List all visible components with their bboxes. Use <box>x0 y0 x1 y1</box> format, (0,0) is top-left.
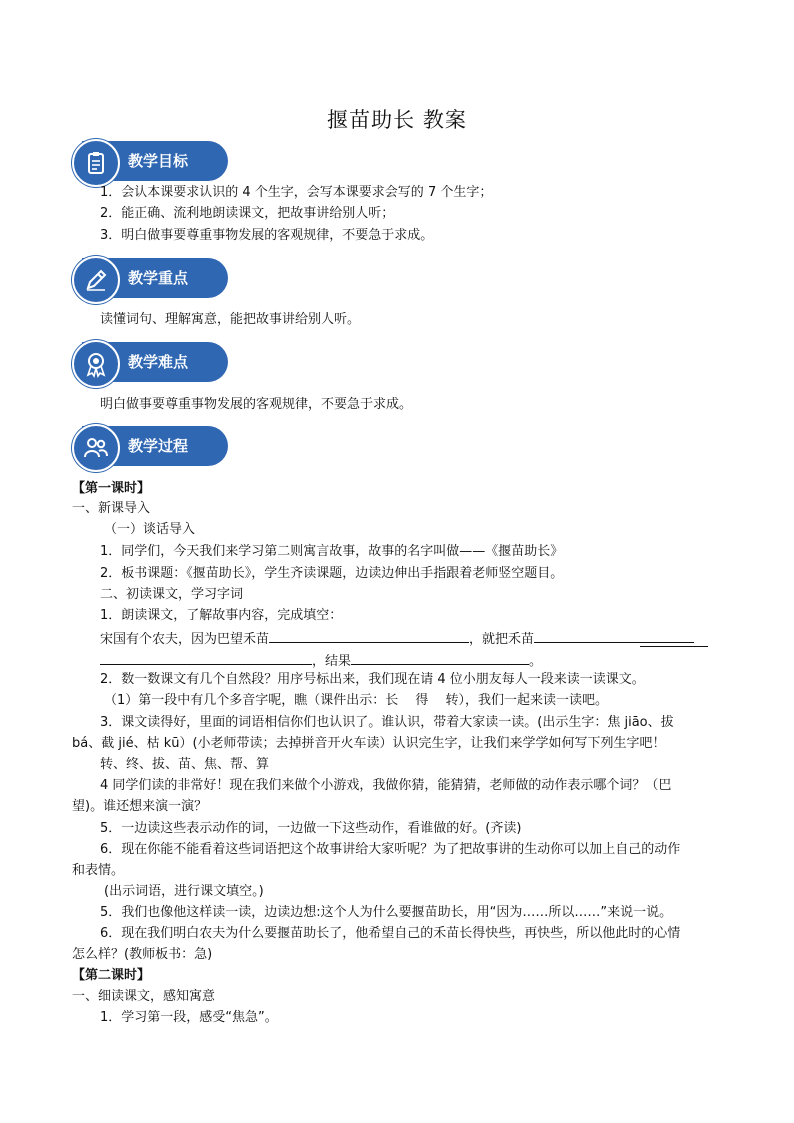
process-line: （1）第一段中有几个多音字呢，瞧（课件出示：长 得 转），我们一起来读一读吧。 <box>104 693 609 708</box>
fill-blank-line-1 <box>100 628 694 649</box>
process-line: 一、细读课文，感知寓意 <box>72 989 216 1004</box>
goal-item-2: 2．能正确、流利地朗读课文，把故事讲给别人听； <box>100 206 395 221</box>
process-line: 2．板书课题：《揠苗助长》，学生齐读课题，边读边伸出手指跟着老师竖空题目。 <box>100 566 564 581</box>
section-title: 教学过程 <box>128 437 189 455</box>
section-title: 教学目标 <box>128 152 189 170</box>
process-line: 6．现在我们明白农夫为什么要揠苗助长了，他希望自己的禾苗长得快些，再快些，所以他此时的心情 <box>100 926 681 941</box>
process-line: (出示词语，进行课文填空。) <box>104 884 264 899</box>
process-line: （一）谈话导入 <box>104 522 196 537</box>
process-line: 转、终、拔、苗、焦、帮、算 <box>100 757 270 772</box>
fill-text: 。 <box>529 654 543 669</box>
fill-text: 宋国有个农夫，因为巴望禾苗 <box>100 632 270 647</box>
difficulty-text: 明白做事要尊重事物发展的客观规律，不要急于求成。 <box>100 397 413 412</box>
process-line: 5．我们也像他这样读一读，边读边想:这个人为什么要揠苗助长，用“因为……所以……”来说一说。 <box>100 905 673 920</box>
lesson-heading-2: 【第二课时】 <box>72 968 151 983</box>
process-line: 二、初读课文，学习字词 <box>100 587 244 602</box>
award-icon <box>72 340 120 388</box>
key-text: 读懂词句、理解寓意，能把故事讲给别人听。 <box>100 312 361 327</box>
blank-underline <box>269 628 469 643</box>
fill-text: ，结果 <box>312 654 352 669</box>
clipboard-icon <box>72 139 120 187</box>
section-header-goals <box>72 139 230 183</box>
process-line: 5．一边读这些表示动作的词，一边做一下这些动作，看谁做的好。(齐读) <box>100 821 522 836</box>
process-line: 4 同学们读的非常好！现在我们来做个小游戏，我做你猜，能猜猜，老师做的动作表示哪个词？（巴 <box>100 778 672 793</box>
blank-underline <box>640 646 708 647</box>
process-line: 一、新课导入 <box>72 501 151 516</box>
process-line: 2．数一数课文有几个自然段？用序号标出来，我们现在请 4 位小朋友每人一段来读一读课文。 <box>100 672 645 687</box>
section-header-process <box>72 424 230 468</box>
process-line: 望)。谁还想来演一演？ <box>72 799 208 814</box>
section-title: 教学难点 <box>128 353 189 371</box>
process-line: 1．同学们，今天我们来学习第二则寓言故事，故事的名字叫做——《揠苗助长》 <box>100 544 564 559</box>
blank-underline <box>100 650 312 665</box>
section-header-difficulty <box>72 340 230 384</box>
goal-item-1: 1．会认本课要求认识的 4 个生字，会写本课要求会写的 7 个生字； <box>100 185 493 200</box>
fill-blank-line-2 <box>100 650 542 671</box>
section-title: 教学重点 <box>128 269 189 287</box>
process-line: 6．现在你能不能看着这些词语把这个故事讲给大家听呢？为了把故事讲的生动你可以加上自己的动作 <box>100 842 681 857</box>
process-line: 3．课文读得好，里面的词语相信你们也认识了。谁认识，带着大家读一读。(出示生字：焦 jiāo、拔 <box>100 715 674 730</box>
blank-underline <box>534 628 694 643</box>
process-line: 和表情。 <box>72 863 125 878</box>
fill-text: ，就把禾苗 <box>469 632 535 647</box>
section-header-key <box>72 256 230 300</box>
process-line: 1．朗读课文，了解故事内容，完成填空： <box>100 608 343 623</box>
goal-item-3: 3．明白做事要尊重事物发展的客观规律，不要急于求成。 <box>100 228 434 243</box>
people-icon <box>72 424 120 472</box>
process-line: 1．学习第一段，感受“焦急”。 <box>100 1010 278 1025</box>
lesson-heading-1: 【第一课时】 <box>72 481 151 496</box>
blank-underline <box>351 650 529 665</box>
pencil-icon <box>72 256 120 304</box>
page-title: 揠苗助长 教案 <box>327 108 467 132</box>
process-line: 怎么样？(教师板书：急) <box>72 947 213 962</box>
process-line: bá、截 jié、枯 kū）(小老师带读；去掉拼音开火车读）认识完生字，让我们来学学如何写下列生字吧！ <box>72 736 666 751</box>
